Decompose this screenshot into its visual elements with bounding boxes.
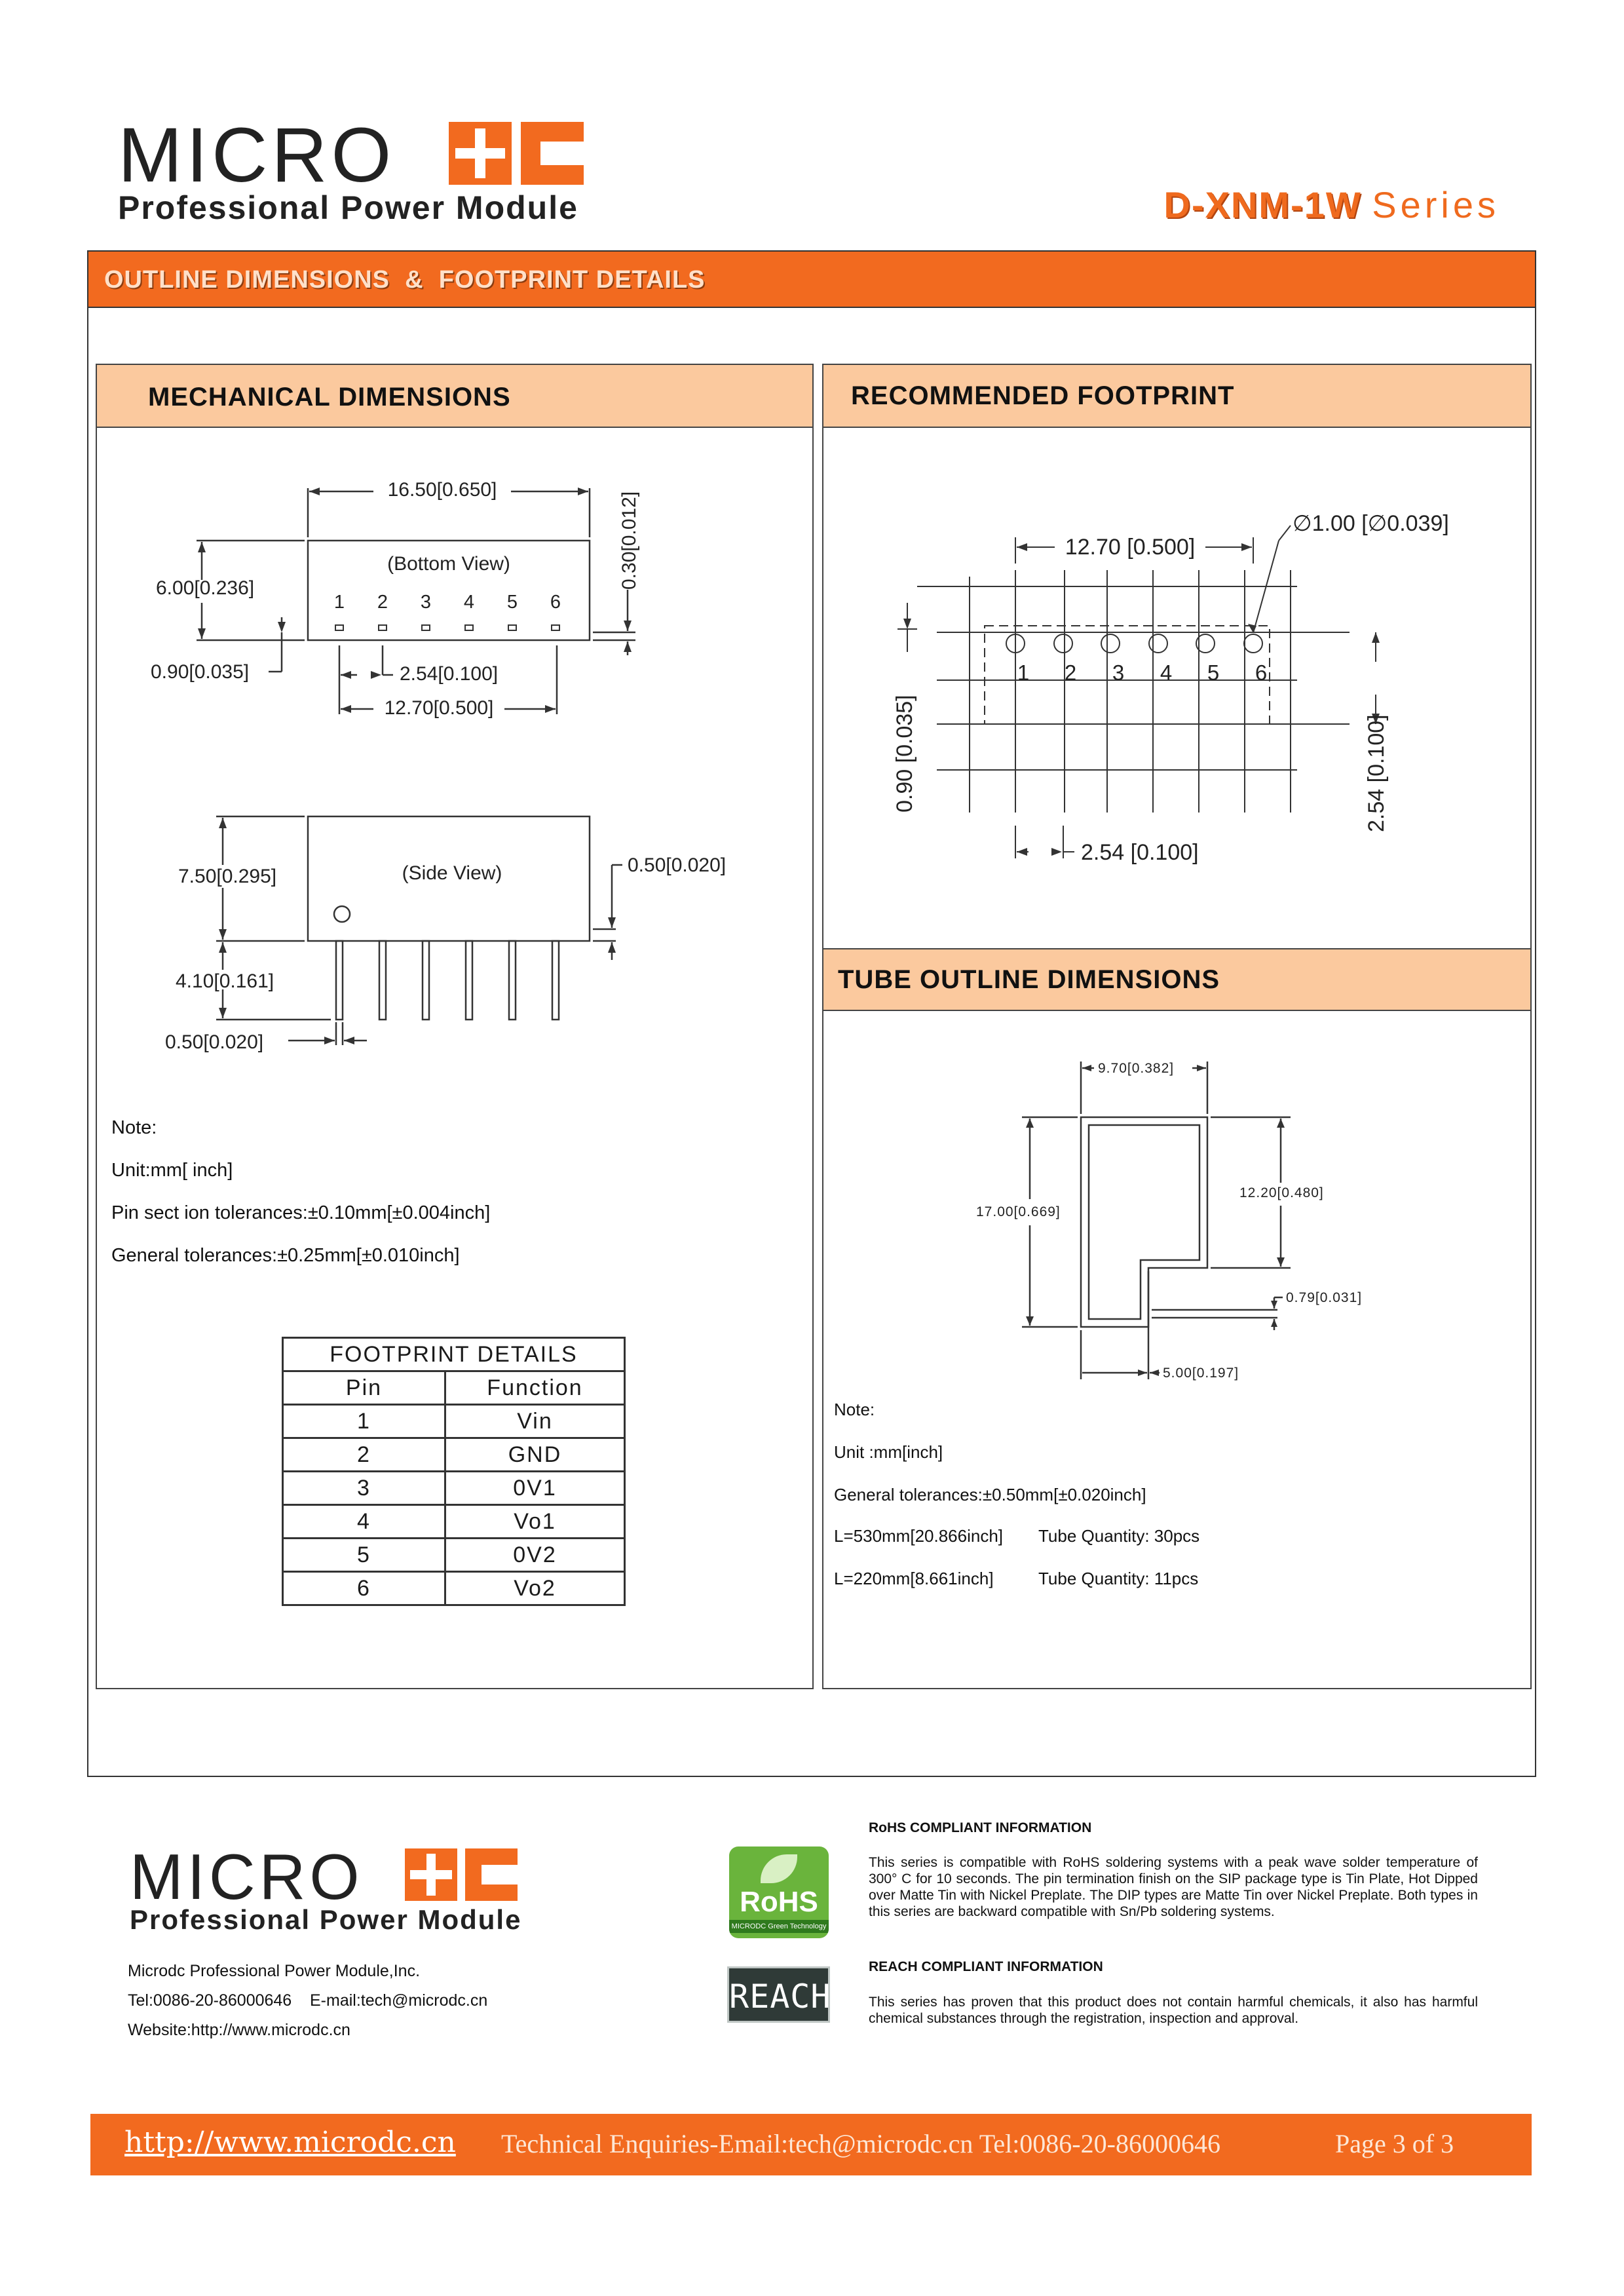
pin-one-marker bbox=[334, 906, 350, 922]
footer-logo-wordmark bbox=[130, 1841, 521, 1913]
bottom-view-pins bbox=[335, 625, 559, 630]
mech-note-unit: Unit:mm[ inch] bbox=[111, 1160, 233, 1181]
table-cell-function: Vo2 bbox=[445, 1572, 625, 1605]
pin-pad bbox=[465, 625, 473, 630]
footprint-pitch-dimension: 2.54 [0.100] bbox=[1081, 840, 1199, 865]
pin-label: 1 bbox=[1017, 660, 1030, 685]
footer-logo bbox=[130, 1841, 522, 1935]
section-title: OUTLINE DIMENSIONS & FOOTPRINT DETAILS bbox=[104, 266, 706, 294]
table-header-function: Function bbox=[445, 1371, 625, 1405]
pin-label: 5 bbox=[1207, 660, 1220, 685]
table-cell-pin: 4 bbox=[283, 1505, 445, 1539]
footer-dc-plus-mark-icon bbox=[405, 1848, 519, 1904]
footprint-hole bbox=[1149, 634, 1167, 653]
rohs-badge-text: RoHS bbox=[740, 1886, 818, 1918]
table-cell-function: 0V2 bbox=[445, 1539, 625, 1572]
pin-pad bbox=[552, 625, 559, 630]
series-suffix: Series bbox=[1372, 184, 1500, 225]
tube-note-title: Note: bbox=[834, 1400, 875, 1419]
footer-bar bbox=[90, 2114, 1532, 2175]
tube-wall-dimension: 0.79[0.031] bbox=[1286, 1290, 1363, 1305]
logo-word-micro: MICRO bbox=[118, 112, 396, 199]
table-header-pin: Pin bbox=[283, 1371, 445, 1405]
pin-pad bbox=[379, 625, 387, 630]
table-cell-function: GND bbox=[445, 1438, 625, 1472]
reach-text: This series has proven that this product does not contain harmful chemicals, it also has harmful chemical substances through the registration, inspection and approval. bbox=[869, 1995, 1478, 2026]
tube-inner-profile bbox=[1089, 1125, 1199, 1319]
tube-note-tolerance: General tolerances:±0.50mm[±0.020inch] bbox=[834, 1485, 1146, 1504]
footprint-pin-labels bbox=[1017, 660, 1267, 685]
footer-logo-word-dc bbox=[405, 1848, 519, 1907]
pin-pad bbox=[422, 625, 430, 630]
table-cell-function: Vo1 bbox=[445, 1505, 625, 1539]
footprint-span-dimension: 12.70 [0.500] bbox=[1065, 535, 1196, 560]
footer-website-link[interactable]: http://www.microdc.cn bbox=[124, 2126, 456, 2159]
tube-length-1: L=530mm[20.866inch] bbox=[834, 1526, 1004, 1546]
company-website: Website:http://www.microdc.cn bbox=[128, 2021, 350, 2039]
pin-label: 6 bbox=[1255, 660, 1268, 685]
tube-outline-drawing bbox=[970, 1048, 1402, 1389]
pin-label: 2 bbox=[377, 592, 388, 613]
tube-inner-dimension: 12.20[0.480] bbox=[1239, 1185, 1324, 1200]
logo-tagline: Professional Power Module bbox=[118, 189, 578, 226]
rohs-title: RoHS COMPLIANT INFORMATION bbox=[869, 1820, 1092, 1835]
tube-panel-divider bbox=[823, 948, 1530, 1011]
pin-label: 3 bbox=[1112, 660, 1125, 685]
pin-pad bbox=[335, 625, 343, 630]
side-view-label: (Side View) bbox=[402, 862, 502, 884]
table-cell-function: 0V1 bbox=[445, 1472, 625, 1505]
pin-width-dimension: 0.50[0.020] bbox=[165, 1031, 264, 1053]
rohs-leaf-icon bbox=[761, 1854, 797, 1883]
pin-label: 4 bbox=[1160, 660, 1173, 685]
side-view-drawing bbox=[131, 799, 786, 1075]
pin-label: 6 bbox=[550, 592, 561, 613]
pin-label: 1 bbox=[333, 592, 345, 613]
table-cell-pin: 1 bbox=[283, 1405, 445, 1438]
reach-badge-text: REACH bbox=[729, 1978, 831, 2016]
table-cell-pin: 3 bbox=[283, 1472, 445, 1505]
table-row bbox=[283, 1405, 625, 1438]
rohs-badge-icon bbox=[729, 1846, 829, 1938]
mech-note-pin-tolerance: Pin sect ion tolerances:±0.10mm[±0.004inch] bbox=[111, 1202, 491, 1223]
mechanical-title: MECHANICAL DIMENSIONS bbox=[148, 383, 511, 411]
reach-title: REACH COMPLIANT INFORMATION bbox=[869, 1959, 1103, 1974]
table-cell-function: Vin bbox=[445, 1405, 625, 1438]
pin-length-dimension: 4.10[0.161] bbox=[176, 970, 274, 992]
footer-page-number: Page 3 of 3 bbox=[1335, 2129, 1454, 2158]
footprint-row-dimension: 2.54 [0.100] bbox=[1364, 714, 1389, 832]
bottom-view-drawing bbox=[131, 459, 786, 734]
series-name: D-XNM-1W bbox=[1163, 184, 1362, 225]
pin-label: 4 bbox=[463, 592, 475, 613]
footprint-drawing bbox=[878, 498, 1520, 885]
footprint-details-table bbox=[282, 1337, 626, 1606]
table-row bbox=[283, 1472, 625, 1505]
footer-logo-word-micro: MICRO bbox=[130, 1841, 364, 1913]
tube-title: TUBE OUTLINE DIMENSIONS bbox=[838, 965, 1220, 994]
footprint-table-title: FOOTPRINT DETAILS bbox=[283, 1338, 625, 1371]
section-title-bar bbox=[87, 250, 1536, 308]
side-height-dimension: 7.50[0.295] bbox=[178, 866, 277, 887]
pin-label: 2 bbox=[1064, 660, 1077, 685]
height-dimension: 6.00[0.236] bbox=[156, 577, 255, 599]
company-name: Microdc Professional Power Module,Inc. bbox=[128, 1962, 421, 1980]
mechanical-panel-header bbox=[97, 365, 812, 428]
table-row bbox=[283, 1572, 625, 1605]
footprint-hole bbox=[1101, 634, 1120, 653]
width-dimension: 16.50[0.650] bbox=[387, 479, 497, 501]
pin-label: 3 bbox=[420, 592, 432, 613]
reach-badge-icon bbox=[727, 1966, 830, 2023]
footprint-hole bbox=[1054, 634, 1072, 653]
rohs-badge-subtext: MICRODC Green Technology bbox=[729, 1920, 829, 1933]
tube-width-dimension: 9.70[0.382] bbox=[1098, 1061, 1175, 1076]
series-title bbox=[1164, 183, 1500, 226]
footprint-title: RECOMMENDED FOOTPRINT bbox=[851, 381, 1235, 410]
tube-length-2: L=220mm[8.661inch] bbox=[834, 1569, 994, 1588]
bottom-view-pin-labels bbox=[334, 592, 561, 613]
footprint-offset-dimension: 0.90 [0.035] bbox=[892, 695, 917, 813]
footer-logo-tagline: Professional Power Module bbox=[130, 1904, 522, 1935]
footprint-panel-header bbox=[823, 365, 1530, 428]
logo-word-dc bbox=[449, 122, 586, 191]
rohs-text: This series is compatible with RoHS soldering systems with a peak wave solder temperature of 300° C for 10 seconds. The pin termination finish on the SIP package type is Tin Plate, Hot Dipped over Matte Tin with Nickel Preplate. The DIP types are Matte Tin over Nickel Preplate. Both types in this series are backward compatible with Sn/Pb soldering systems. bbox=[869, 1855, 1478, 1919]
offset-dimension: 0.90[0.035] bbox=[151, 661, 250, 683]
company-tel-email: Tel:0086-20-86000646 E-mail:tech@microdc.cn bbox=[128, 1991, 488, 2010]
tube-outer-profile bbox=[1081, 1117, 1207, 1327]
header-logo bbox=[118, 112, 578, 226]
mech-note-general-tolerance: General tolerances:±0.25mm[±0.010inch] bbox=[111, 1245, 460, 1266]
hole-diameter-dimension: ∅1.00 [∅0.039] bbox=[1293, 511, 1449, 536]
span-dimension: 12.70[0.500] bbox=[384, 697, 494, 719]
thickness-dimension: 0.30[0.012] bbox=[618, 491, 640, 590]
pitch-dimension: 2.54[0.100] bbox=[400, 663, 499, 685]
tube-note-unit: Unit :mm[inch] bbox=[834, 1442, 943, 1462]
pin-label: 5 bbox=[506, 592, 518, 613]
standoff-dimension: 0.50[0.020] bbox=[628, 854, 727, 876]
table-row bbox=[283, 1438, 625, 1472]
table-row bbox=[283, 1539, 625, 1572]
mech-note-title: Note: bbox=[111, 1117, 157, 1138]
footprint-hole bbox=[1244, 634, 1262, 653]
tube-qty-1: Tube Quantity: 30pcs bbox=[1038, 1526, 1200, 1546]
pin-pad bbox=[508, 625, 516, 630]
logo-wordmark bbox=[118, 112, 578, 199]
tube-bottom-dimension: 5.00[0.197] bbox=[1163, 1366, 1239, 1381]
table-cell-pin: 2 bbox=[283, 1438, 445, 1472]
dc-plus-mark-icon bbox=[449, 122, 586, 187]
table-cell-pin: 5 bbox=[283, 1539, 445, 1572]
table-cell-pin: 6 bbox=[283, 1572, 445, 1605]
table-row bbox=[283, 1505, 625, 1539]
footer-enquiries: Technical Enquiries-Email:tech@microdc.cn Tel:0086-20-86000646 bbox=[501, 2129, 1220, 2158]
tube-qty-2: Tube Quantity: 11pcs bbox=[1038, 1569, 1199, 1588]
bottom-view-label: (Bottom View) bbox=[387, 553, 510, 575]
tube-height-dimension: 17.00[0.669] bbox=[976, 1204, 1061, 1219]
